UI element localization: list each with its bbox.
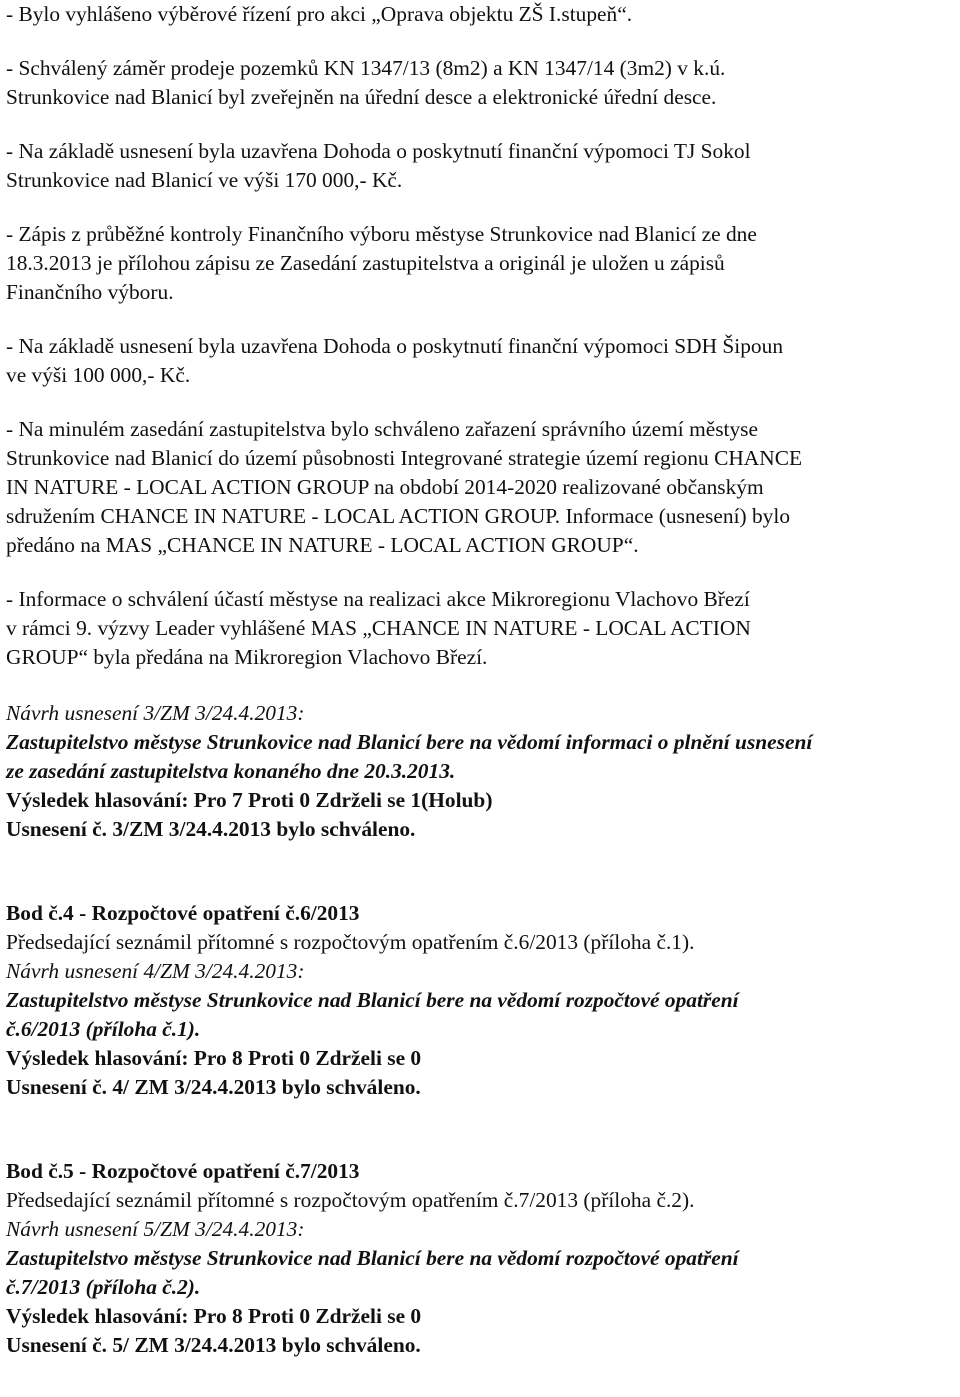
resolution-outcome: Usnesení č. 3/ZM 3/24.4.2013 bylo schváleno.	[6, 817, 416, 841]
text-line: 18.3.2013 je přílohou zápisu ze Zasedání zastupitelstva a originál je uložen u zápisů	[6, 251, 725, 275]
text-line: ve výši 100 000,- Kč.	[6, 363, 191, 387]
text-line: Strunkovice nad Blanicí byl zveřejněn na úřední desce a elektronické úřední desce.	[6, 85, 717, 109]
agenda-item-title: Bod č.4 - Rozpočtové opatření č.6/2013	[6, 901, 360, 925]
bullet-sdh-agreement	[6, 332, 954, 390]
text-line: IN NATURE - LOCAL ACTION GROUP na období 2014-2020 realizované občanským	[6, 475, 764, 499]
text-line: v rámci 9. výzvy Leader vyhlášené MAS „CHANCE IN NATURE - LOCAL ACTION	[6, 616, 751, 640]
resolution-text-line: Zastupitelstvo městyse Strunkovice nad Blanicí bere na vědomí rozpočtové opatření	[6, 988, 739, 1012]
resolution-heading: Návrh usnesení 4/ZM 3/24.4.2013:	[6, 959, 305, 983]
agenda-item-intro: Předsedající seznámil přítomné s rozpočtovým opatřením č.7/2013 (příloha č.2).	[6, 1188, 695, 1212]
bullet-chance-in-nature	[6, 415, 954, 560]
resolution-heading: Návrh usnesení 5/ZM 3/24.4.2013:	[6, 1217, 305, 1241]
resolution-outcome: Usnesení č. 4/ ZM 3/24.4.2013 bylo schváleno.	[6, 1075, 421, 1099]
bullet-land-sale	[6, 54, 954, 112]
text-line: Strunkovice nad Blanicí ve výši 170 000,- Kč.	[6, 168, 403, 192]
text-line: Finančního výboru.	[6, 280, 174, 304]
text-line: GROUP“ byla předána na Mikroregion Vlachovo Březí.	[6, 645, 488, 669]
agenda-item-4	[6, 899, 954, 1102]
resolution-text-line: Zastupitelstvo městyse Strunkovice nad Blanicí bere na vědomí rozpočtové opatření	[6, 1246, 739, 1270]
resolution-3-section	[6, 699, 954, 844]
bullet-leader-call	[6, 585, 954, 672]
text-line: - Zápis z průběžné kontroly Finančního výboru městyse Strunkovice nad Blanicí ze dne	[6, 222, 757, 246]
text-line: - Schválený záměr prodeje pozemků KN 1347/13 (8m2) a KN 1347/14 (3m2) v k.ú.	[6, 56, 726, 80]
text-line: - Na základě usnesení byla uzavřena Dohoda o poskytnutí finanční výpomoci SDH Šipoun	[6, 334, 784, 358]
text-line: Strunkovice nad Blanicí do území působnosti Integrované strategie území regionu CHANCE	[6, 446, 803, 470]
text-line: - Na základě usnesení byla uzavřena Dohoda o poskytnutí finanční výpomoci TJ Sokol	[6, 139, 751, 163]
text-line: - Informace o schválení účastí městyse na realizaci akce Mikroregionu Vlachovo Březí	[6, 587, 750, 611]
resolution-heading: Návrh usnesení 3/ZM 3/24.4.2013:	[6, 701, 305, 725]
agenda-item-title: Bod č.5 - Rozpočtové opatření č.7/2013	[6, 1159, 360, 1183]
text-line: předáno na MAS „CHANCE IN NATURE - LOCAL ACTION GROUP“.	[6, 533, 639, 557]
text-line: - Bylo vyhlášeno výběrové řízení pro akci „Oprava objektu ZŠ I.stupeň“.	[6, 2, 633, 26]
text-line: - Na minulém zasedání zastupitelstva bylo schváleno zařazení správního území městyse	[6, 417, 758, 441]
vote-result: Výsledek hlasování: Pro 8 Proti 0 Zdrželi se 0	[6, 1046, 422, 1070]
agenda-item-intro: Předsedající seznámil přítomné s rozpočtovým opatřením č.6/2013 (příloha č.1).	[6, 930, 695, 954]
bullet-financial-committee-report	[6, 220, 954, 307]
resolution-text-line: Zastupitelstvo městyse Strunkovice nad Blanicí bere na vědomí informaci o plnění usnesení	[6, 730, 813, 754]
resolution-text-line: č.7/2013 (příloha č.2).	[6, 1275, 201, 1299]
resolution-outcome: Usnesení č. 5/ ZM 3/24.4.2013 bylo schváleno.	[6, 1333, 421, 1357]
vote-result: Výsledek hlasování: Pro 7 Proti 0 Zdrželi se 1(Holub)	[6, 788, 493, 812]
text-line: sdružením CHANCE IN NATURE - LOCAL ACTION GROUP. Informace (usnesení) bylo	[6, 504, 791, 528]
agenda-item-5	[6, 1157, 954, 1360]
bullet-tender-announcement	[6, 0, 954, 29]
vote-result: Výsledek hlasování: Pro 8 Proti 0 Zdrželi se 0	[6, 1304, 422, 1328]
resolution-text-line: ze zasedání zastupitelstva konaného dne 20.3.2013.	[6, 759, 456, 783]
bullet-tj-sokol-agreement	[6, 137, 954, 195]
resolution-text-line: č.6/2013 (příloha č.1).	[6, 1017, 201, 1041]
